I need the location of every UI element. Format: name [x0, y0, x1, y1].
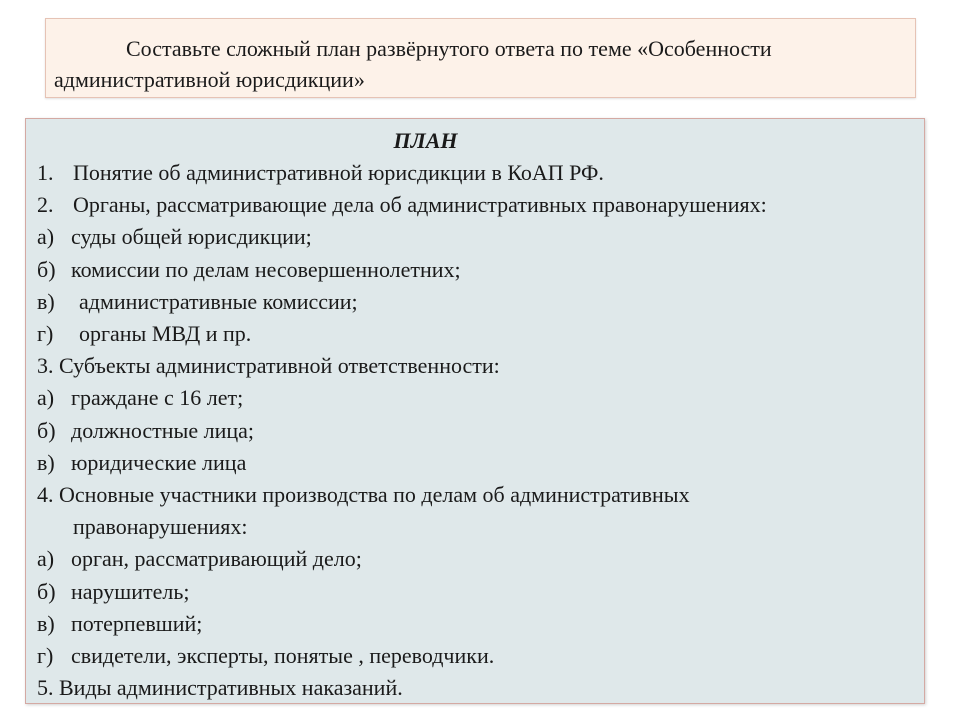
plan-item-text: правонарушениях:	[73, 514, 248, 540]
task-prompt-box	[45, 18, 916, 98]
plan-subitem-marker: а)	[37, 385, 55, 411]
plan-subitem-marker: а)	[37, 546, 55, 572]
plan-item-marker: 1.	[37, 160, 54, 185]
plan-subitem-text: административные комиссии;	[79, 288, 358, 314]
plan-subitem-3a	[37, 382, 924, 414]
task-text: Составьте сложный план развёрнутого ответа по теме «Особенности административной юрисдикции»	[54, 36, 772, 92]
plan-subitem-text: суды общей юрисдикции;	[71, 224, 312, 250]
plan-item-marker: 2.	[37, 192, 54, 218]
plan-item-text: Органы, рассматривающие дела об административных правонарушениях:	[73, 192, 767, 218]
plan-subitem-text: свидетели, эксперты, понятые , переводчики.	[71, 643, 495, 669]
plan-subitem-marker: в)	[37, 288, 55, 314]
plan-item-text: Понятие об административной юрисдикции в КоАП РФ.	[73, 160, 604, 185]
plan-subitem-marker: а)	[37, 224, 55, 250]
plan-item-marker: 5.	[37, 675, 54, 701]
plan-subitem-marker: б)	[37, 578, 56, 604]
plan-subitem-4c	[37, 608, 924, 640]
plan-item-2	[37, 189, 924, 221]
plan-subitem-text: должностные лица;	[71, 417, 255, 443]
plan-item-5	[37, 672, 924, 704]
plan-item-4-continuation	[37, 511, 924, 543]
plan-subitem-4a	[37, 543, 924, 575]
plan-item-text: Субъекты административной ответственности:	[59, 353, 500, 379]
plan-subitem-marker: г)	[37, 321, 54, 347]
plan-item-4	[37, 479, 924, 511]
plan-subitem-text: комиссии по делам несовершеннолетних;	[71, 256, 461, 282]
plan-item-marker: 4.	[37, 482, 54, 508]
plan-item-text: Основные участники производства по делам об административных	[59, 482, 690, 508]
plan-subitem-4d	[37, 640, 924, 672]
plan-subitem-marker: в)	[37, 610, 55, 636]
plan-subitem-text: нарушитель;	[71, 578, 190, 604]
plan-subitem-4b	[37, 576, 924, 608]
plan-item-marker: 3.	[37, 353, 54, 379]
plan-item-3	[37, 350, 924, 382]
plan-title: ПЛАН	[393, 128, 458, 153]
plan-subitem-text: юридические лица	[71, 449, 247, 475]
plan-subitem-2d	[37, 318, 924, 350]
plan-subitem-marker: в)	[37, 449, 55, 475]
plan-subitem-marker: б)	[37, 256, 56, 282]
plan-subitem-marker: г)	[37, 643, 54, 669]
plan-item-text: Виды административных наказаний.	[59, 675, 403, 701]
plan-subitem-text: граждане с 16 лет;	[71, 385, 244, 411]
plan-subitem-text: потерпевший;	[71, 610, 203, 636]
plan-item-1	[37, 157, 924, 189]
plan-box	[25, 118, 925, 704]
plan-subitem-3c	[37, 447, 924, 479]
plan-subitem-text: органы МВД и пр.	[79, 321, 252, 347]
plan-subitem-2b	[37, 254, 924, 286]
plan-subitem-marker: б)	[37, 417, 56, 443]
plan-subitem-3b	[37, 415, 924, 447]
plan-subitem-2c	[37, 286, 924, 318]
plan-subitem-2a	[37, 221, 924, 253]
plan-subitem-text: орган, рассматривающий дело;	[71, 546, 362, 572]
